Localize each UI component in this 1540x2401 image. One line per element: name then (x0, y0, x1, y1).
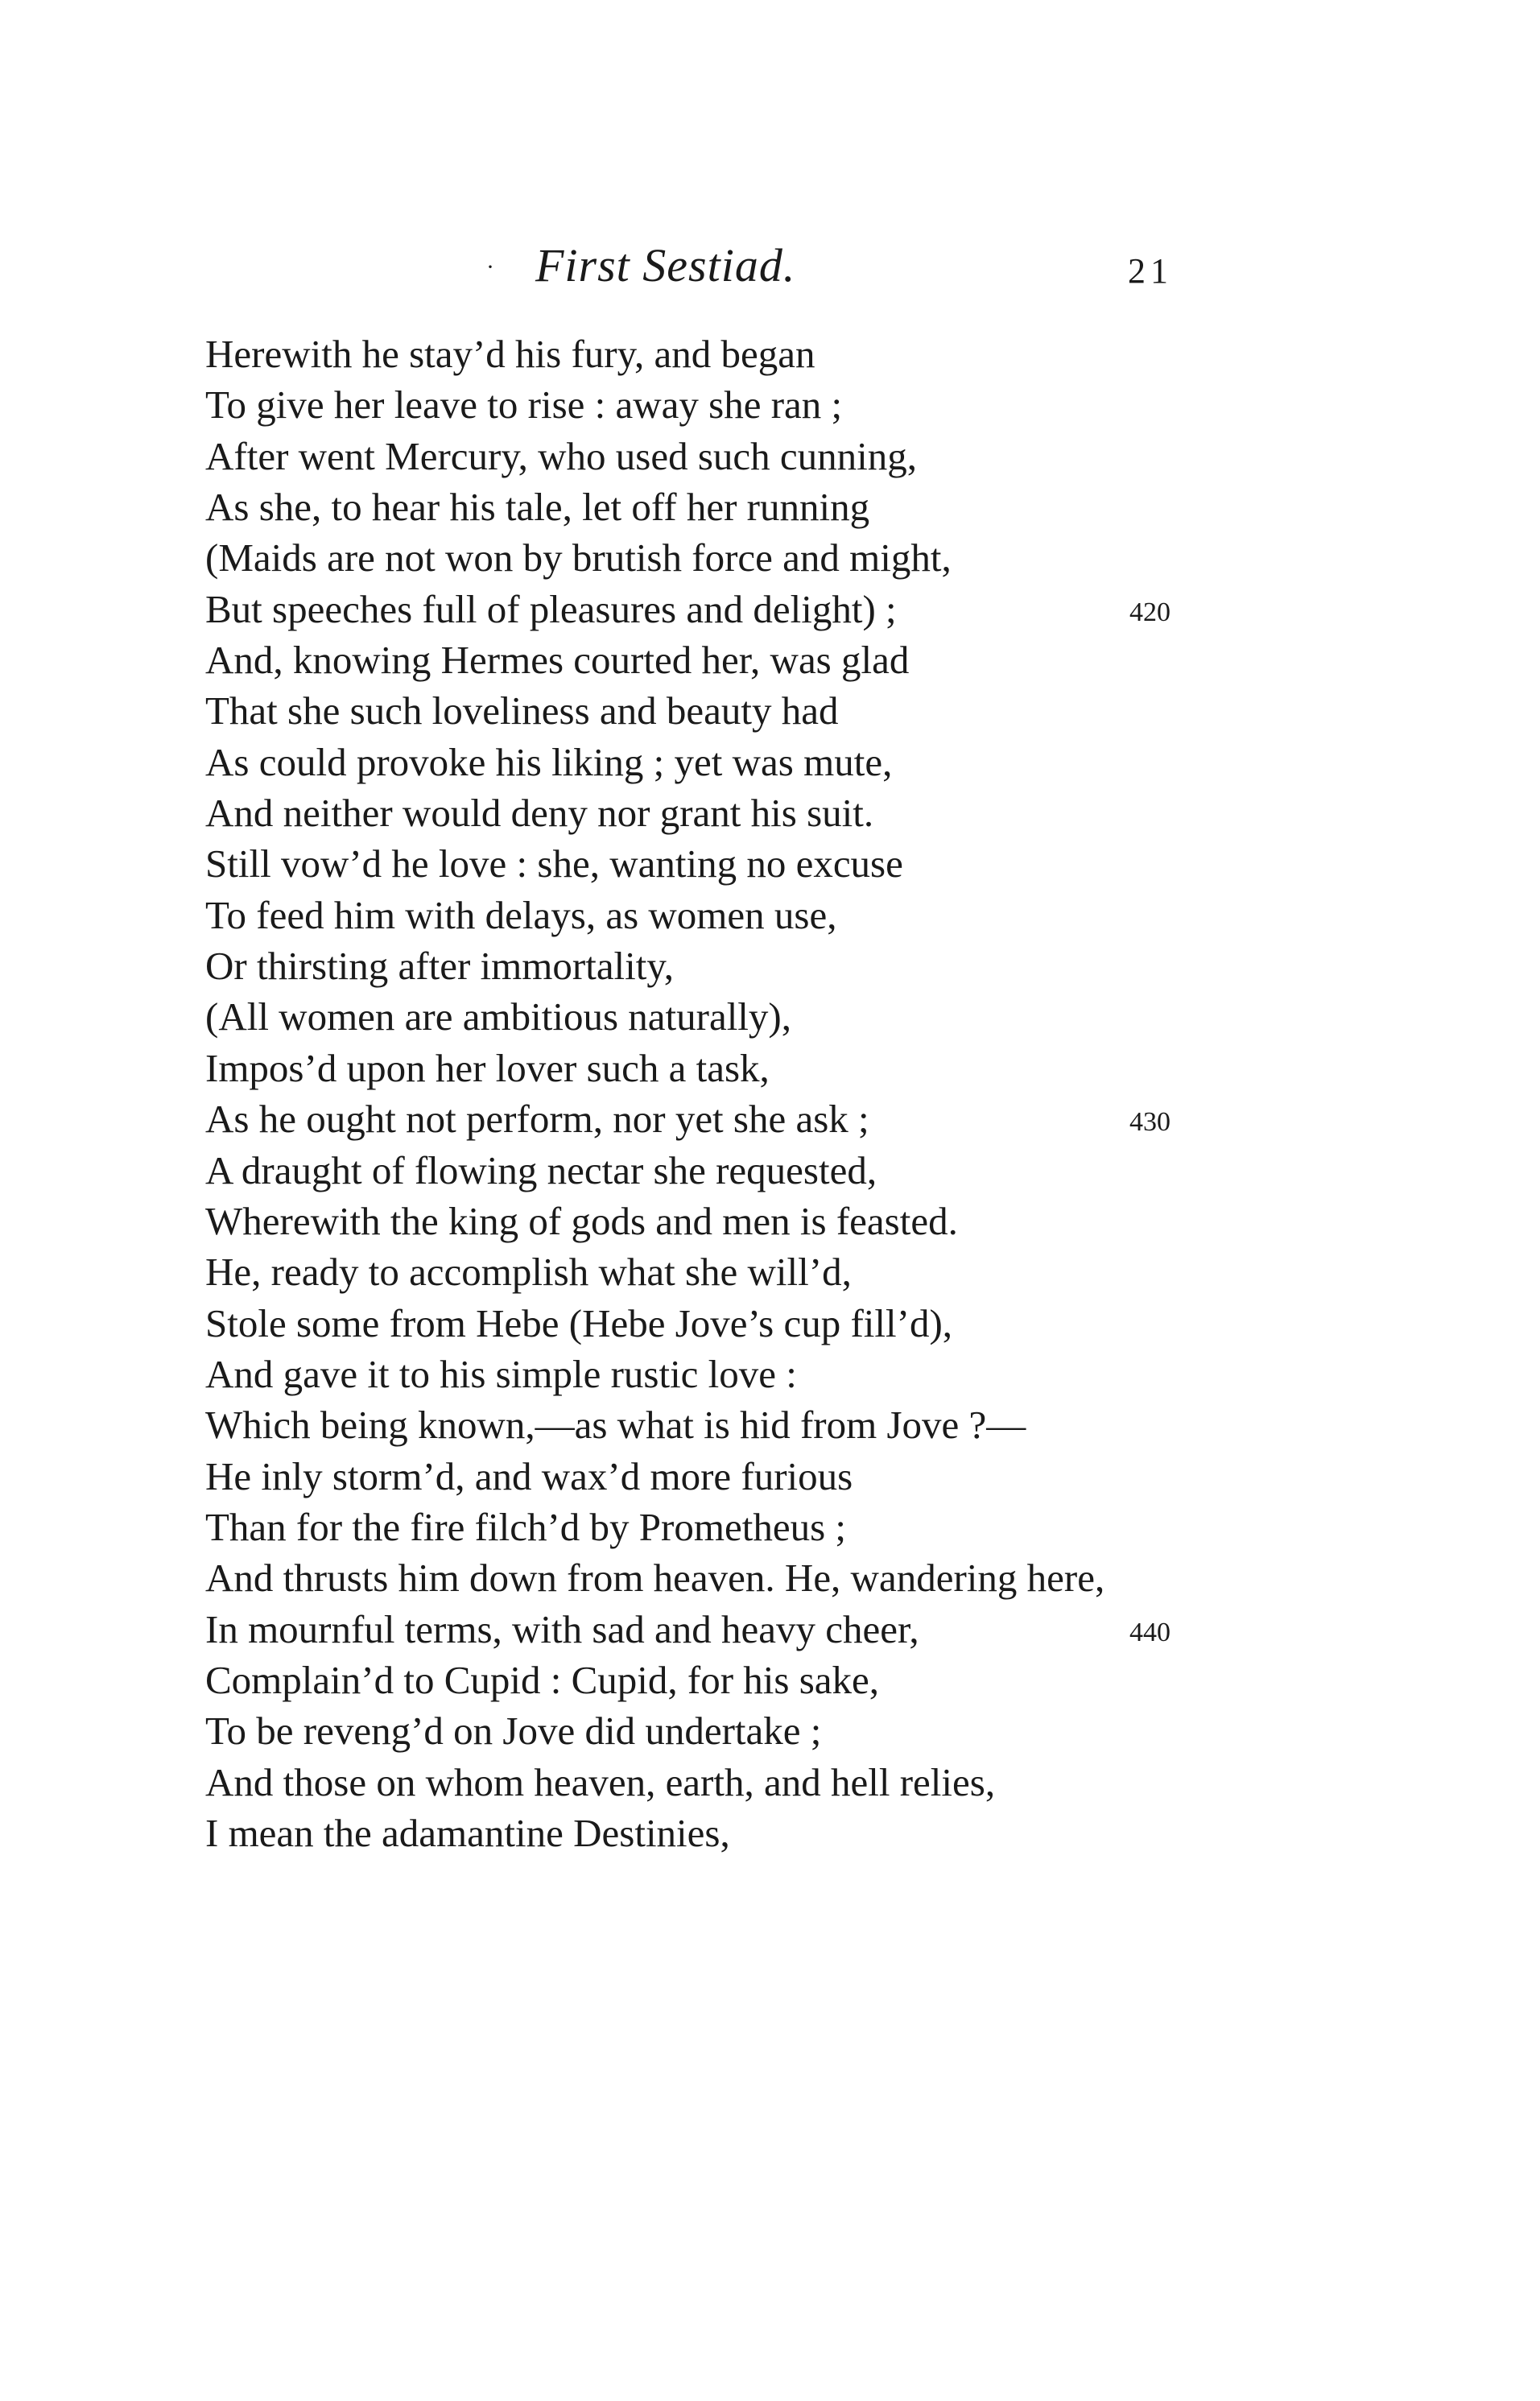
page-number: 21 (1128, 251, 1173, 291)
poem-line: I mean the adamantine Destinies, (205, 1810, 730, 1855)
poem-line: Or thirsting after immortality, (205, 944, 674, 989)
poem-line: Stole some from Hebe (Hebe Jove’s cup fill’d), (205, 1300, 953, 1345)
poem-line: Herewith he stay’d his fury, and began (205, 332, 815, 376)
poem-line: Wherewith the king of gods and men is feasted. (205, 1198, 958, 1243)
poem-line: To feed him with delays, as women use, (205, 892, 837, 937)
poem-line: (All women are ambitious naturally), (205, 994, 791, 1039)
running-header (0, 233, 1540, 306)
poem-line: After went Mercury, who used such cunning, (205, 433, 918, 478)
poem-line: That she such loveliness and beauty had (205, 688, 839, 734)
line-number: 420 (1129, 597, 1170, 627)
poem-line: Which being known,—as what is hid from Jove ?— (205, 1403, 1026, 1448)
poem-line: (Maids are not won by brutish force and might, (205, 535, 952, 581)
line-number: 430 (1129, 1107, 1170, 1138)
poem-line: As he ought not perform, nor yet she ask ; 430 (205, 1093, 1348, 1144)
page-title: First Sestiad. (535, 239, 796, 291)
poem-line: In mournful terms, with sad and heavy cheer, 440 (205, 1604, 1348, 1655)
poem-line: And neither would deny nor grant his suit. (205, 791, 874, 836)
poem-line: Impos’d upon her lover such a task, (205, 1045, 770, 1090)
poem-line: Complain’d to Cupid : Cupid, for his sake, (205, 1657, 880, 1702)
poem-text (205, 329, 1348, 1858)
poem-line: Still vow’d he love : she, wanting no excuse (205, 841, 903, 886)
poem-line: But speeches full of pleasures and delight) ; 420 (205, 584, 1348, 634)
line-number: 440 (1129, 1617, 1170, 1647)
header-mark: · (486, 254, 494, 280)
poem-line: And those on whom heaven, earth, and hell relies, (205, 1759, 996, 1804)
poem-line: Than for the fire filch’d by Prometheus ; (205, 1504, 847, 1549)
poem-line: He, ready to accomplish what she will’d, (205, 1250, 852, 1295)
poem-line: As she, to hear his tale, let off her running (205, 485, 870, 530)
poem-line: He inly storm’d, and wax’d more furious (205, 1453, 853, 1498)
poem-line: And, knowing Hermes courted her, was glad (205, 638, 910, 683)
poem-line: As could provoke his liking ; yet was mute, (205, 739, 893, 784)
poem-line: To give her leave to rise : away she ran ; (205, 382, 843, 428)
poem-line: And thrusts him down from heaven. He, wandering here, (205, 1556, 1105, 1601)
poem-line: And gave it to his simple rustic love : (205, 1351, 797, 1396)
poem-line: To be reveng’d on Jove did undertake ; (205, 1709, 822, 1754)
poem-line: A draught of flowing nectar she requested, (205, 1147, 877, 1192)
